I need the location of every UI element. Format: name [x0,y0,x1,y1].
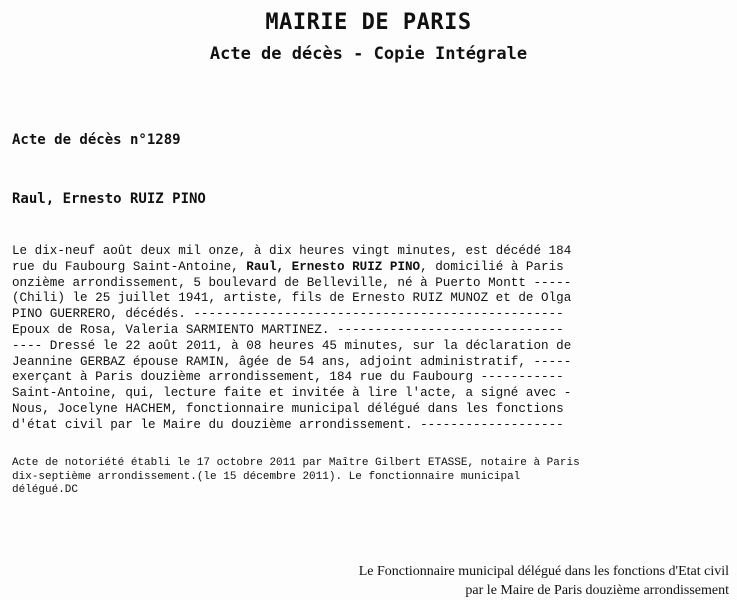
note-line: Acte de notoriété établi le 17 octobre 2011 par Maître Gilbert ETASSE, notaire à Paris [12,457,580,469]
body-line: ---- Dressé le 22 août 2011, à 08 heures 45 minutes, sur la déclaration de [12,338,572,353]
body-line: Nous, Jocelyne HACHEM, fonctionnaire municipal délégué dans les fonctions [12,401,564,416]
body-line: Jeannine GERBAZ épouse RAMIN, âgée de 54 ans, adjoint administratif, ----- [12,354,572,369]
notoriety-note [12,457,727,498]
body-line: Saint-Antoine, qui, lecture faite et invitée à lire l'acte, a signé avec - [12,386,572,401]
document-subtitle: Acte de décès - Copie Intégrale [209,44,528,64]
body-line: rue du Faubourg Saint-Antoine, [12,259,247,274]
deceased-name: Raul, Ernesto RUIZ PINO [12,191,206,207]
body-line: , domicilié à Paris [420,259,564,274]
signature-line: par le Maire de Paris douzième arrondissement [465,583,729,598]
body-line: PINO GUERRERO, décédés. ------------------------------------------------- [12,307,564,322]
note-line: dix-septième arrondissement.(le 15 décembre 2011). Le fonctionnaire municipal [12,470,521,483]
body-line: onzième arrondissement, 5 boulevard de Belleville, né à Puerto Montt ----- [12,275,572,290]
body-line: d'état civil par le Maire du douzième arrondissement. ------------------- [12,417,564,432]
acte-number: Acte de décès n°1289 [12,132,181,148]
body-line: Le dix-neuf août deux mil onze, à dix heures vingt minutes, est décédé 184 [12,244,572,258]
note-line: délégué.DC [12,484,79,497]
acte-body [12,244,727,434]
signature-block [359,562,729,600]
body-line: Epoux de Rosa, Valeria SARMIENTO MARTINEZ. ------------------------------ [12,322,564,337]
signature-line: Le Fonctionnaire municipal délégué dans les fonctions d'Etat civil [358,564,729,579]
document-title: MAIRIE DE PARIS [265,10,472,35]
body-line: exerçant à Paris douzième arrondissement, 184 rue du Faubourg ----------- [12,370,564,385]
body-line: (Chili) le 25 juillet 1941, artiste, fils de Ernesto RUIZ MUNOZ et de Olga [12,291,572,306]
body-bold-name: Raul, Ernesto RUIZ PINO [246,259,421,274]
